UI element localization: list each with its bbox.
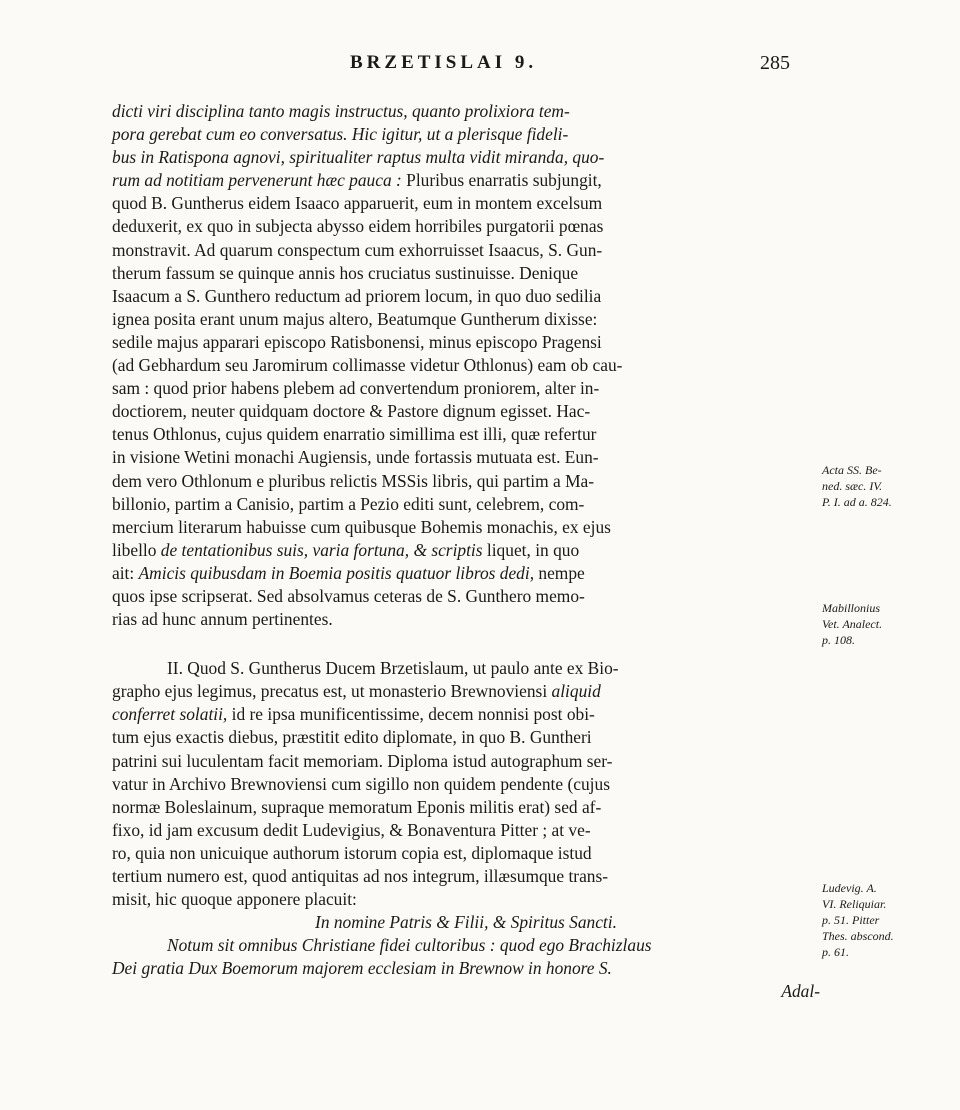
text-run: liquet, in quo	[482, 539, 580, 560]
margin-note-line: Thes. abscond.	[822, 929, 894, 943]
margin-note-ludevig	[822, 880, 950, 960]
body-text	[112, 100, 820, 1004]
text-run: id re ipsa munificentissime, decem nonnisi post obi-	[227, 704, 595, 725]
text-line: pora gerebat cum eo conversatus. Hic igitur, ut a plerisque fideli-	[112, 124, 569, 145]
text-run: ait:	[112, 562, 139, 583]
text-line: dem vero Othlonum e pluribus relictis MSSis libris, qui partim a Ma-	[112, 470, 595, 491]
text-line	[112, 169, 820, 192]
margin-note-line: Ludevig. A.	[822, 881, 877, 895]
margin-note-line: ned. sæc. IV.	[822, 479, 883, 493]
text-run: conferret solatii,	[112, 704, 228, 725]
text-line: ignea posita erant unum majus altero, Beatumque Guntherum dixisse:	[112, 308, 598, 329]
text-line: Notum sit omnibus Christiane fidei cultoribus : quod ego Brachizlaus	[167, 935, 652, 956]
text-line: dicti viri disciplina tanto magis instructus, quanto prolixiora tem-	[112, 101, 570, 121]
text-line: II. Quod S. Guntherus Ducem Brzetislaum, ut paulo ante ex Bio-	[167, 658, 619, 679]
margin-note-line: Vet. Analect.	[822, 617, 883, 631]
text-line: in visione Wetini monachi Augiensis, unde fortassis mutuata est. Eun-	[112, 447, 599, 468]
text-line: (ad Gebhardum seu Jaromirum collimasse videtur Othlonus) eam ob cau-	[112, 355, 623, 376]
text-line: rias ad hunc annum pertinentes.	[112, 609, 333, 630]
text-line: sam : quod prior habens plebem ad convertendum proniorem, alter in-	[112, 378, 600, 399]
text-line: doctiorem, neuter quidquam doctore & Pastore dignum egisset. Hac-	[112, 401, 591, 422]
text-line: monstravit. Ad quarum conspectum cum exhorruisset Isaacus, S. Gun-	[112, 239, 603, 260]
text-line: therum fassum se quinque annis hos cruciatus sustinuisse. Denique	[112, 262, 579, 283]
text-line	[112, 631, 820, 657]
text-line: Dei gratia Dux Boemorum majorem ecclesiam in Brewnow in honore S.	[112, 958, 612, 979]
text-line	[112, 680, 820, 703]
text-run: de tentationibus suis, varia fortuna, & scriptis	[160, 539, 483, 560]
text-line: In nomine Patris & Filii, & Spiritus Sancti.	[315, 912, 617, 933]
text-run: Pluribus enarratis subjungit,	[406, 170, 602, 191]
text-line: sedile majus apparari episcopo Ratisbonensi, minus episcopo Pragensi	[112, 331, 602, 352]
text-line	[112, 539, 820, 562]
margin-note-line: Acta SS. Be-	[822, 463, 882, 477]
text-line: tenus Othlonus, cujus quidem enarratio simillima est illi, quæ refertur	[112, 424, 597, 445]
margin-note-acta	[822, 462, 950, 510]
margin-note-line: VI. Reliquiar.	[822, 897, 887, 911]
text-line: mercium literarum habuisse cum quibusque Bohemis monachis, ex ejus	[112, 516, 611, 537]
margin-note-line: p. 108.	[822, 633, 855, 647]
margin-note-mabillonius	[822, 600, 950, 648]
text-run: libello	[112, 539, 161, 560]
text-run: Amicis quibusdam in Boemia positis quatuor libros dedi,	[138, 562, 535, 583]
text-line: deduxerit, ex quo in subjecta abysso eidem horribiles purgatorii pœnas	[112, 216, 604, 237]
text-line: quos ipse scripserat. Sed absolvamus ceteras de S. Gunthero memo-	[112, 585, 585, 606]
text-line: Isaacum a S. Gunthero reductum ad priorem locum, in quo duo sedilia	[112, 285, 602, 306]
text-run: nempe	[534, 562, 585, 583]
text-run: aliquid	[551, 681, 601, 702]
page-number: 285	[760, 52, 790, 74]
text-line	[112, 703, 820, 726]
text-line: bus in Ratispona agnovi, spiritualiter raptus multa vidit miranda, quo-	[112, 147, 605, 168]
text-line: tertium numero est, quod antiquitas ad nos integrum, illæsumque trans-	[112, 866, 609, 886]
text-line: billonio, partim a Canisio, partim a Pezio editi sunt, celebrem, com-	[112, 493, 585, 514]
margin-note-line: p. 61.	[822, 945, 849, 959]
margin-note-line: P. I. ad a. 824.	[822, 495, 892, 509]
running-title: BRZETISLAI 9.	[350, 52, 538, 73]
text-run: grapho ejus legimus, precatus est, ut monasterio Brewnoviensi	[112, 681, 552, 702]
text-run: rum ad notitiam pervenerunt hæc pauca :	[112, 170, 407, 191]
text-line: misit, hic quoque apponere placuit:	[112, 889, 357, 910]
text-line: Adal-	[781, 981, 820, 1002]
text-line: vatur in Archivo Brewnoviensi cum sigillo non quidem pendente (cujus	[112, 773, 610, 794]
text-line: quod B. Guntherus eidem Isaaco apparuerit, eum in montem excelsum	[112, 193, 603, 214]
text-line: patrini sui luculentam facit memoriam. Diploma istud autographum ser-	[112, 750, 613, 771]
text-line	[112, 562, 820, 585]
margin-note-line: Mabillonius	[822, 601, 881, 615]
text-line: ro, quia non unicuique authorum istorum copia est, diplomaque istud	[112, 842, 592, 863]
text-line: normæ Boleslainum, supraque memoratum Eponis militis erat) sed af-	[112, 796, 602, 817]
text-line: tum ejus exactis diebus, præstitit edito diplomate, in quo B. Guntheri	[112, 727, 592, 748]
text-line: fixo, id jam excusum dedit Ludevigius, & Bonaventura Pitter ; at ve-	[112, 819, 591, 840]
margin-note-line: p. 51. Pitter	[822, 913, 880, 927]
